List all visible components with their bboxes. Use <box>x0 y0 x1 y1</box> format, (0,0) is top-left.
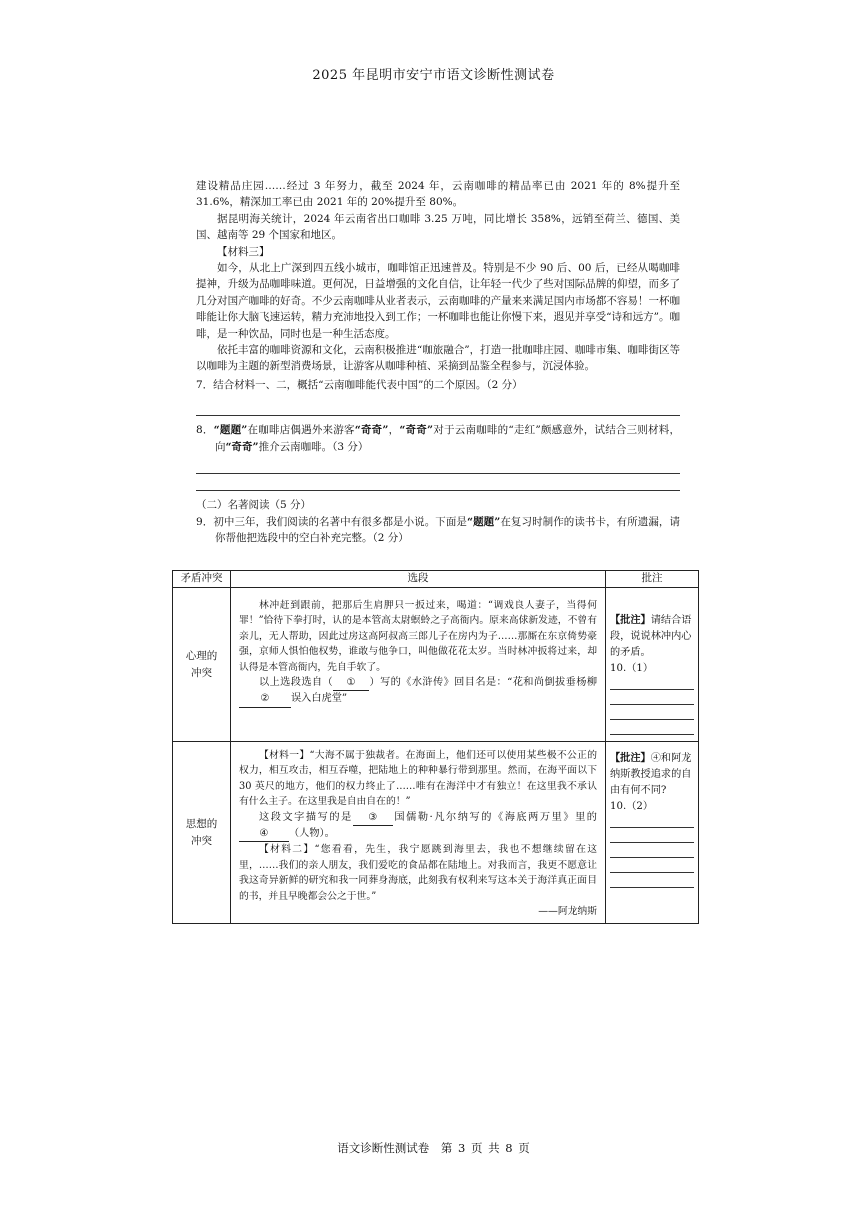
answer-line[interactable] <box>610 705 694 720</box>
answer-label-10-1: 10.（1） <box>610 663 654 674</box>
blank-1[interactable]: ① <box>333 675 369 691</box>
passage-source: 这段文字描写的是 ③ 国儒勒·凡尔纳写的《海底两万里》里的④ （人物）。 <box>239 810 597 843</box>
material2-paragraph-2: 据昆明海关统计，2024 年云南省出口咖啡 3.25 万吨，同比增长 358%，远销至荷兰、德国、美国、越南等 29 个国家和地区。 <box>196 212 680 242</box>
column-header-passage: 选段 <box>231 571 606 588</box>
question-7: 7．结合材料一、二，概括“云南咖啡能代表中国”的二个原因。（2 分） <box>196 378 523 391</box>
answer-label-10-2: 10.（2） <box>610 801 654 812</box>
passage-cell <box>231 588 606 742</box>
exam-content <box>196 178 680 546</box>
answer-line[interactable] <box>610 858 694 873</box>
annotation-text: 【批注】请结合语段，说说林冲内心的矛盾。 <box>610 614 692 658</box>
material3-paragraph-2: 依托丰富的咖啡资源和文化，云南积极推进“咖旅融合”，打造一批咖啡庄园、咖啡市集、咖啡街区等以咖啡为主题的新型消费场景，让游客从咖啡种植、采摘到品鉴全程参与，沉浸体验。 <box>196 344 680 373</box>
material2-paragraph-1: 建设精品庄园……经过 3 年努力，截至 2024 年，云南咖啡的精品率已由 2021 年的 8%提升至 31.6%，精深加工率已由 2021 年的 20%提升至 80%。 <box>196 180 680 209</box>
column-header-annotation: 批注 <box>606 571 699 588</box>
blank-4[interactable]: ④ <box>239 826 289 842</box>
column-header-conflict: 矛盾冲突 <box>173 571 231 588</box>
conflict-type-psychological: 心理的 冲突 <box>173 588 231 742</box>
footer-page-number: 第 3 页 共 8 页 <box>440 1141 530 1155</box>
material3-heading: 【材料三】 <box>217 245 270 258</box>
name-titi: “题题” <box>467 515 501 528</box>
passage-cell <box>231 742 606 924</box>
table-row <box>173 588 699 742</box>
answer-line-q8-2[interactable] <box>196 476 680 491</box>
annotation-cell <box>606 742 699 924</box>
answer-line[interactable] <box>610 843 694 858</box>
annotation-text: 【批注】④和阿龙纳斯教授追求的自由有何不同? <box>610 752 692 796</box>
question-8: 8．“题题”在咖啡店偶遇外来游客“奇奇”，“奇奇”对于云南咖啡的“走红”颇感意外，试结合三则材料，向“奇奇”推介云南咖啡。（3 分） <box>196 424 680 453</box>
name-qiqi: “奇奇” <box>354 424 389 437</box>
answer-line-q8-1[interactable] <box>196 459 680 474</box>
conflict-type-ideological: 思想的 冲突 <box>173 742 231 924</box>
answer-line[interactable] <box>610 675 694 690</box>
answer-line[interactable] <box>610 873 694 888</box>
name-qiqi: “奇奇” <box>225 440 259 453</box>
name-titi: “题题” <box>213 424 248 437</box>
answer-line[interactable] <box>610 720 694 735</box>
answer-line[interactable] <box>610 690 694 705</box>
page-footer <box>0 1140 867 1156</box>
material-1-text: 【材料一】“大海不属于独裁者。在海面上，他们还可以使用某些极不公正的权力，相互攻击，相互吞噬，把陆地上的种种暴行带到那里。然而，在海平面以下 30 英尺的地方，他们的权力终止了……唯有在海洋中才有独立！在这里我不承认有什么主子。在这里我是自由自在的！” <box>239 750 597 808</box>
footer-label: 语文诊断性测试卷 <box>337 1141 430 1155</box>
annotation-cell <box>606 588 699 742</box>
material3-paragraph-1: 如今，从北上广深到四五线小城市，咖啡馆正迅速普及。特别是不少 90 后、00 后，已经从喝咖啡提神，升级为品咖啡味道。更何况，日益增强的文化自信，让年轻一代少了些对国际品牌的仰望，而多了几分对国产咖啡的好奇。不少云南咖啡从业者表示，云南咖啡的产量来来满足国内市场都不容易！一杯咖啡能让你大脑飞速运转，精力充沛地投入到工作；一杯咖啡也能让你慢下来，遐见并享受“诗和远方”。咖啡，是一种饮品，同时也是一种生活态度。 <box>196 262 680 340</box>
table-header-row <box>173 571 699 588</box>
name-qiqi: “奇奇” <box>399 424 434 437</box>
answer-line-q7[interactable] <box>196 401 680 416</box>
section-title-classics: （二）名著阅读（5 分） <box>196 499 312 512</box>
passage-text-lin-chong: 林冲赶到跟前，把那后生肩胛只一扳过来，喝道：“调戏良人妻子，当得何罪！”恰待下拳打时，认的是本管高太尉螟蛉之子高衙内。原来高俅新发迹，不曾有亲儿，无人帮助，因此过房这高阿叔高三郎儿子在房内为子……那厮在东京倚势豪强，京师人惧怕他权势，谁敢与他争口，叫他做花花太岁。当时林冲扳将过来，却认得是本管高衙内，先自手软了。 <box>239 600 597 673</box>
passage-source: 以上选段选自（ ① ）写的《水浒传》回目名是：“花和尚倒拔垂杨柳② 误入白虎堂” <box>239 675 597 708</box>
answer-line[interactable] <box>610 813 694 828</box>
signature: ——阿龙纳斯 <box>538 906 597 918</box>
page-title: 2025 年昆明市安宁市语文诊断性测试卷 <box>312 68 555 83</box>
blank-3[interactable]: ③ <box>353 810 393 826</box>
material-2-text: 【材料二】“您看看，先生，我宁愿跳到海里去，我也不想继续留在这里，……我们的亲人朋友，我们爱吃的食品都在陆地上。对我而言，我更不愿意让我这奇异新鲜的研究和我一同葬身海底，此刻我有权利来写这本关于海洋真正面目的书，并且早晚都会公之于世。” <box>239 844 597 902</box>
reading-card-table <box>172 570 699 924</box>
table-row <box>173 742 699 924</box>
answer-line[interactable] <box>610 828 694 843</box>
question-9: 9．初中三年，我们阅读的名著中有很多都是小说。下面是“题题”在复习时制作的读书卡，有所遗漏，请你帮他把选段中的空白补充完整。（2 分） <box>196 515 680 544</box>
blank-2[interactable]: ② <box>239 691 291 707</box>
